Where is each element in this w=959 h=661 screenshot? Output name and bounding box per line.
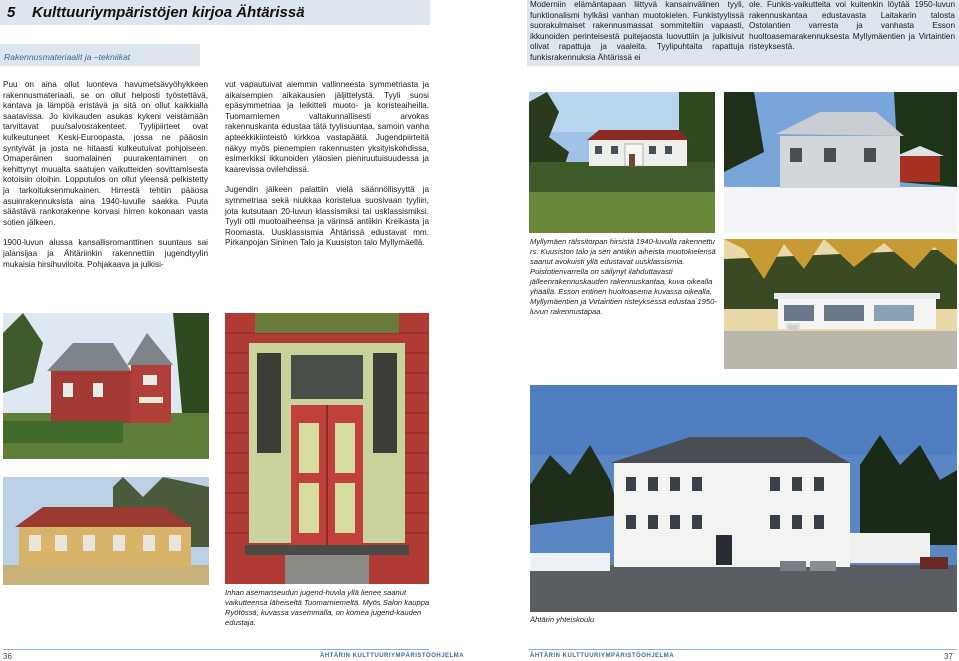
body-col1-paragraph-2: 1900-luvun alussa kansallisromanttinen suuntaus sai jalansijaa ja Ähtäriinkin rakennettiin jugendtyylin mukaisia hirsihuviloita. Pohjakaava ja julkisi-: [3, 238, 208, 269]
footer-label-left: ÄHTÄRIN KULTTUURIYMPÄRISTÖOHJELMA: [320, 653, 465, 659]
photo-salo-shop: [3, 477, 209, 585]
footer-label-right: ÄHTÄRIN KULTTUURIYMPÄRISTÖOHJELMA: [530, 653, 675, 659]
photo-snowy-house: [724, 92, 957, 233]
body-col2-paragraph-1: vut vapautuivat aiemmin vallinneesta symmetriasta ja aikaisempien aikakausien jäljittelystä. Tyyli suosi epäsymmetriaa ja leikitteli muoto- ja koristeaiheilla. Tuomarniemen valtakunnallisesti arvokas rakennuskanta edustaa tätä tyylisuuntaa, samoin vanha apteekkikiinteistö kirkkoa vastapäätä. Jugendpiirteitä näkyy myös pienempien rakennusten yksityiskohdissa, esimerkiksi ikkunoiden yläosien pieniruutuisuudessa ja kaarevissa ovilehdissä.: [225, 80, 429, 174]
photo-esso-station: [724, 239, 957, 369]
intro-column-2: ole. Funkis-vaikutteita voi kuitenkin löytää 1950-luvun rakennuskantaa edustavasta Laitakarin talosta Ostolantien varresta ja vanhasta Esson huoltoasemarakennuksesta Myllymäentien ja Virtaintien risteyksestä.: [749, 0, 955, 52]
body-column-2: [225, 80, 429, 259]
photo-inha-villa: [3, 313, 209, 459]
body-col2-paragraph-2: Jugendin jälkeen palattiin vielä säännöllisyyttä ja symmetriaa sekä niukkaa koristelua suosivaan tyyliin, jota kutsutaan 20-luvun klassismiksi tai usklassismiksi. Tyyli otti muotoaiheensa ja värinsä antiikin Kreikasta ja Roomasta. Uusklassismia Ähtärissä edustavat mm. Pirkanpojan Sininen Talo ja Kuusiston talo Myllymäellä.: [225, 185, 429, 248]
caption-right-top: Myllymäen rälssitorpan hirsistä 1940-luvulla rakennettu rs. Kuusiston talo ja sen antiikin aiheista muotokielensä saanut avokuisti yllä edustavat uusklassismia. Puistotienvarrella on säilynyt ilahduttavasti jälleenrakennuskauden rakennuskantaa, kuva oikealla yhäällä. Esson entinen huoltoasema kuvassa oikealla, Myllymäentien ja Virtaintien risteyksessä edustaa 1950-luvun rakennustapaa.: [530, 237, 717, 316]
intro-column-1: Moderniin elämäntapaan liittyvä kansainvälinen tyyli, funktionalismi hylkäsi vanhan muotokielen. Funkistyylissä suorakulmaiset rakennusmassat sommiteltiin vapaasti, ikkunoiden perinteisestä puitejaosta luovuttiin ja julkisivut olivat rapattuja ja vaaleita. Tyylipuhtaita rapattuja funkisrakennuksia Ähtärissä ei: [530, 0, 744, 62]
body-col1-paragraph-1: Puu on aina ollut luonteva havumetsävyöhykkeen rakennusmateriaali, se on ollut helposti työstettävä, kantava ja lämpöä eristävä ja sitä on ollut kaikkialla saatavissa. Jo kivikauden asukas kykeni veistämään tarvittavat puu/salvosrakenteet. Tyylipiirteet ovat kulkeutuneet Keski-Euroopasta, jossa ne pääosin syntyivät ja josta ne hitaasti kulkeutuivat pohjoiseen. Omaperäinen suomalainen puurakentaminen on kehittynyt muualta saatujen vaikutteiden sovittamisesta kotoisiin oloihin. Lopputulos on ollut yleensä pelkistetty ja tarkoituksenmukainen. Hirrestä tehtiin pääosa asuinrakennuksista aina 1940-luvulle saakka. Puuta säästävä rankorakenne korvasi hirren kokonaan vasta sotien jälkeen.: [3, 80, 208, 227]
caption-left-bottom: Inhan asemanseudun jugend-huvila yllä lienee saanut vaikutteensa läheiseltä Tuomarniemeltä. Myös Salon kauppa Ryötössä, kuvassa vasemmalla, on komea jugend-kauden edustaja.: [225, 588, 430, 627]
chapter-title: Kulttuuriympäristöjen kirjoa Ähtärissä: [32, 4, 305, 21]
footer-rule-left: [3, 649, 429, 650]
photo-jugend-door: [225, 313, 429, 584]
photo-school: [530, 385, 957, 612]
body-column-1: [3, 80, 208, 280]
footer-rule-right: [529, 649, 957, 650]
caption-right-bottom: Ähtärin yhteiskoulu: [530, 615, 595, 624]
page-number-left: 36: [3, 652, 12, 661]
chapter-number: 5: [7, 4, 16, 21]
photo-kuusisto-house: [529, 92, 715, 233]
section-label: Rakennusmateriaalit ja –tekniikat: [4, 52, 131, 62]
page-number-right: 37: [944, 652, 953, 661]
